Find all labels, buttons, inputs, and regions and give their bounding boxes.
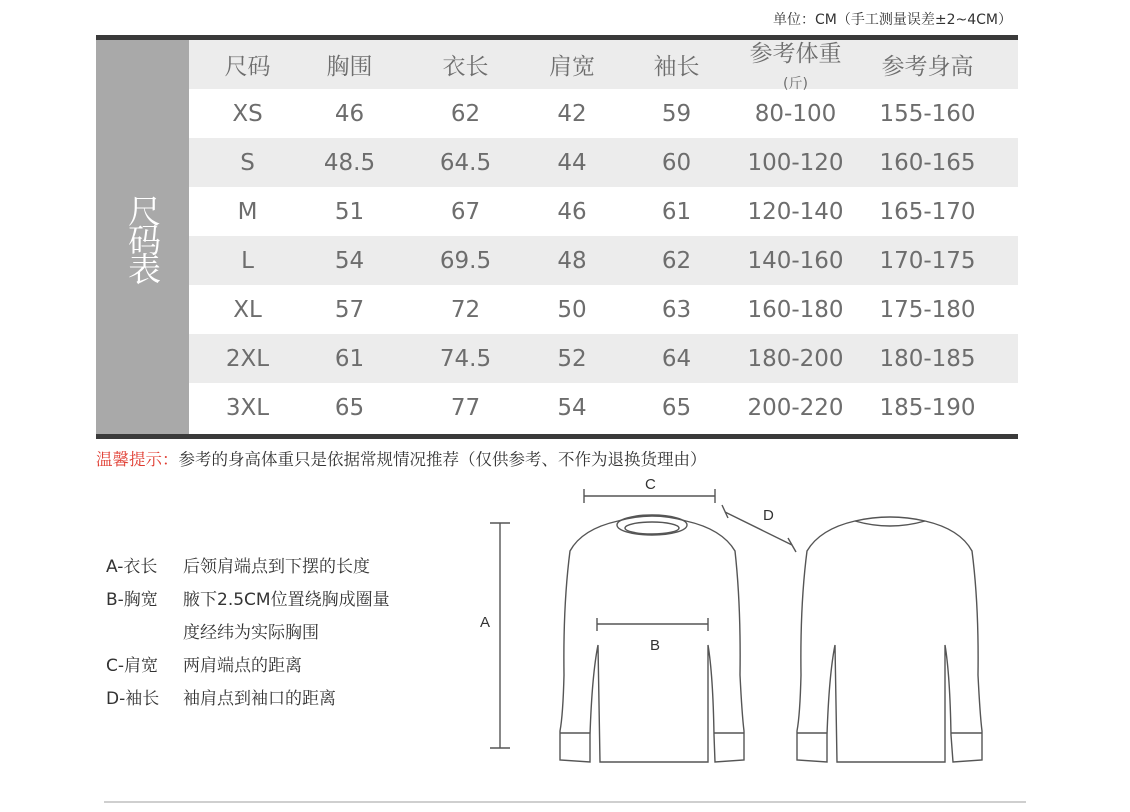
cell-height: 185-190 xyxy=(879,394,976,421)
cell-shoulder: 44 xyxy=(557,149,587,176)
cell-height: 180-185 xyxy=(879,345,976,372)
cell-length: 62 xyxy=(450,100,481,127)
legend-item xyxy=(106,622,390,655)
cell-length: 77 xyxy=(450,394,481,421)
cell-chest: 65 xyxy=(334,394,365,421)
header-length: 衣长 xyxy=(442,54,489,80)
legend-key: C-肩宽 xyxy=(106,656,159,676)
label-d: D xyxy=(763,507,774,524)
header-height: 参考身高 xyxy=(881,54,974,80)
legend-item xyxy=(106,655,390,688)
shirt-back xyxy=(797,517,982,762)
cell-weight: 100-120 xyxy=(747,149,844,176)
cell-weight: 140-160 xyxy=(747,247,844,274)
bottom-divider xyxy=(104,801,1026,803)
table-row xyxy=(189,89,1018,138)
legend-desc: 度经纬为实际胸围 xyxy=(183,623,319,643)
legend-desc: 腋下2.5CM位置绕胸成圈量 xyxy=(183,590,390,610)
cell-height: 165-170 xyxy=(879,198,976,225)
cell-size: 3XL xyxy=(225,394,270,421)
header-chest: 胸围 xyxy=(326,54,373,80)
table-row xyxy=(189,383,1018,432)
cell-sleeve: 62 xyxy=(661,247,692,274)
header-shoulder: 肩宽 xyxy=(549,54,595,80)
legend-key xyxy=(106,622,183,655)
cell-weight: 120-140 xyxy=(747,198,844,225)
measure-d-cap-b xyxy=(788,538,796,552)
cell-sleeve: 63 xyxy=(661,296,692,323)
cell-shoulder: 50 xyxy=(557,296,587,323)
header-sleeve: 袖长 xyxy=(653,54,700,80)
cell-sleeve: 59 xyxy=(661,100,692,127)
legend-key: A-衣长 xyxy=(106,557,158,577)
header-size: 尺码 xyxy=(224,54,271,80)
cell-length: 74.5 xyxy=(439,345,492,372)
side-title: 尺码表 xyxy=(123,193,162,281)
side-title-panel xyxy=(96,40,189,434)
cell-shoulder: 52 xyxy=(557,345,587,372)
cell-chest: 46 xyxy=(334,100,365,127)
legend-item xyxy=(106,688,390,721)
table-row xyxy=(189,236,1018,285)
legend-item xyxy=(106,589,390,622)
cell-length: 67 xyxy=(450,198,481,225)
legend-key: D-袖长 xyxy=(106,689,160,709)
measurement-legend xyxy=(106,556,390,721)
cell-size: L xyxy=(241,247,254,274)
notice-text: 参考的身高体重只是依据常规情况推荐（仅供参考、不作为退换货理由） xyxy=(178,450,707,469)
shirt-diagram xyxy=(470,465,1030,774)
legend-desc: 后领肩端点到下摆的长度 xyxy=(183,557,370,577)
table-header-row xyxy=(189,40,1018,92)
cell-height: 160-165 xyxy=(879,149,976,176)
cell-size: XL xyxy=(233,296,262,323)
cell-height: 155-160 xyxy=(879,100,976,127)
notice-label: 温馨提示： xyxy=(96,450,179,469)
measure-lines xyxy=(490,489,796,748)
cell-size: 2XL xyxy=(225,345,270,372)
legend-desc: 两肩端点的距离 xyxy=(183,656,302,676)
label-a: A xyxy=(480,614,491,631)
table-row xyxy=(189,187,1018,236)
table-row xyxy=(189,138,1018,187)
unit-note: 单位：CM（手工测量误差±2~4CM） xyxy=(773,12,1012,28)
label-b: B xyxy=(650,637,661,654)
cell-sleeve: 64 xyxy=(661,345,692,372)
cell-length: 72 xyxy=(450,296,481,323)
measure-d-cap-a xyxy=(722,505,728,518)
table-row xyxy=(189,334,1018,383)
cell-size: S xyxy=(240,149,255,176)
measure-labels xyxy=(480,476,774,654)
cell-length: 64.5 xyxy=(439,149,492,176)
cell-weight: 160-180 xyxy=(747,296,844,323)
cell-shoulder: 54 xyxy=(557,394,587,421)
header-weight-unit: (斤) xyxy=(783,76,808,92)
legend-desc: 袖肩点到袖口的距离 xyxy=(183,689,336,709)
cell-weight: 200-220 xyxy=(747,394,844,421)
size-chart-table xyxy=(96,35,1018,439)
measure-d-line xyxy=(725,512,792,545)
label-c: C xyxy=(645,476,656,493)
legend-key: B-胸宽 xyxy=(106,590,158,610)
cell-chest: 57 xyxy=(334,296,365,323)
cell-shoulder: 48 xyxy=(557,247,587,274)
cell-sleeve: 60 xyxy=(661,149,692,176)
cell-chest: 51 xyxy=(334,198,365,225)
cell-sleeve: 65 xyxy=(661,394,692,421)
cell-size: XS xyxy=(232,100,263,127)
cell-shoulder: 42 xyxy=(557,100,587,127)
header-weight xyxy=(747,35,844,94)
legend-item xyxy=(106,556,390,589)
cell-chest: 61 xyxy=(334,345,365,372)
cell-weight: 80-100 xyxy=(754,100,837,127)
cell-chest: 48.5 xyxy=(323,149,376,176)
cell-chest: 54 xyxy=(334,247,365,274)
cell-height: 175-180 xyxy=(879,296,976,323)
cell-weight: 180-200 xyxy=(747,345,844,372)
table-row xyxy=(189,285,1018,334)
cell-height: 170-175 xyxy=(879,247,976,274)
table-grid xyxy=(189,40,1018,434)
header-weight-label: 参考体重 xyxy=(749,41,842,67)
cell-sleeve: 61 xyxy=(661,198,692,225)
cell-length: 69.5 xyxy=(439,247,492,274)
shirt-diagram-svg xyxy=(470,465,1030,770)
cell-size: M xyxy=(237,198,258,225)
cell-shoulder: 46 xyxy=(557,198,587,225)
